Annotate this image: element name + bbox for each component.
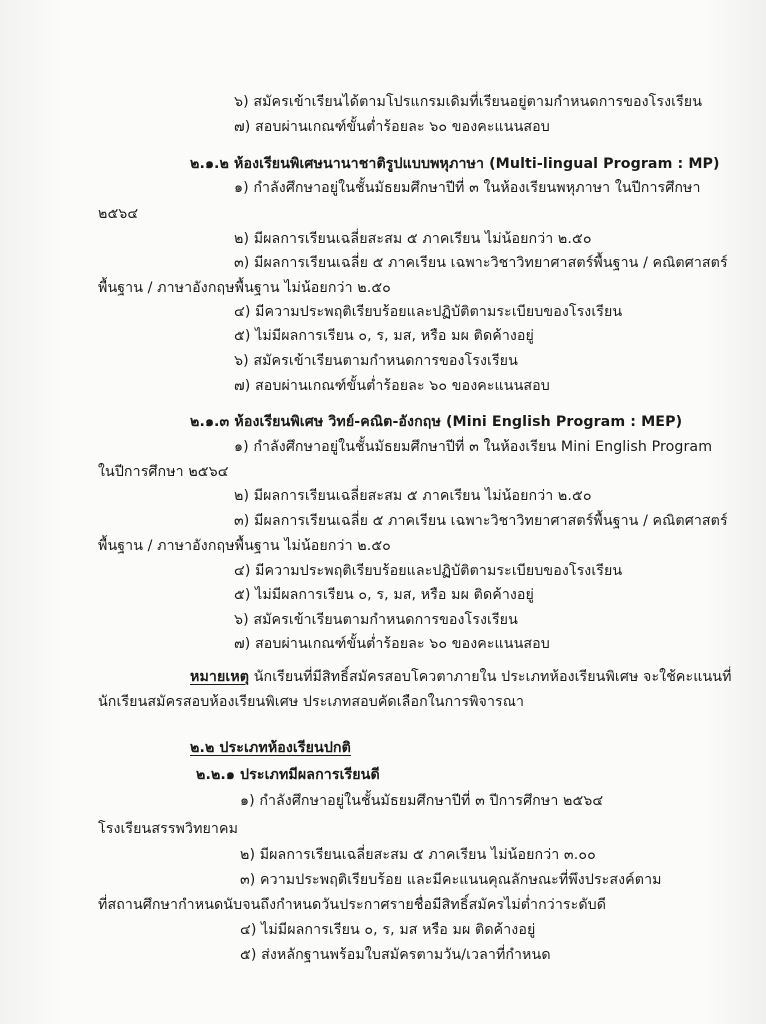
subsection-heading: ๒.๒.๑ ประเภทมีผลการเรียนดี: [196, 767, 380, 783]
list-item: ๗) สอบผ่านเกณฑ์ขั้นต่ำร้อยละ ๖๐ ของคะแนนสอบ: [234, 378, 550, 394]
note-continuation: นักเรียนสมัครสอบห้องเรียนพิเศษ ประเภทสอบคัดเลือกในการพิจารณา: [98, 694, 525, 710]
section-heading: ๒.๑.๓ ห้องเรียนพิเศษ วิทย์-คณิต-อังกฤษ (Mini English Program : MEP): [190, 414, 683, 430]
list-item: ๒) มีผลการเรียนเฉลี่ยสะสม ๕ ภาคเรียน ไม่น้อยกว่า ๒.๕๐: [234, 488, 592, 504]
list-item-continuation: โรงเรียนสรรพวิทยาคม: [98, 821, 239, 837]
list-item: ๖) สมัครเข้าเรียนตามกำหนดการของโรงเรียน: [234, 353, 518, 369]
list-item: ๔) มีความประพฤติเรียบร้อยและปฏิบัติตามระเบียบของโรงเรียน: [234, 563, 623, 579]
list-item: ๒) มีผลการเรียนเฉลี่ยสะสม ๕ ภาคเรียน ไม่น้อยกว่า ๒.๕๐: [234, 231, 592, 247]
list-item: ๑) กำลังศึกษาอยู่ในชั้นมัธยมศึกษาปีที่ ๓ ในห้องเรียน Mini English Program: [234, 439, 713, 455]
section-heading: ๒.๑.๒ ห้องเรียนพิเศษนานาชาติรูปแบบพหุภาษา (Multi-lingual Program : MP): [190, 156, 720, 172]
list-item-continuation: ที่สถานศึกษากำหนดนับจนถึงกำหนดวันประกาศรายชื่อมีสิทธิ์สมัครไม่ต่ำกว่าระดับดี: [98, 897, 607, 913]
list-item: ๓) มีผลการเรียนเฉลี่ย ๕ ภาคเรียน เฉพาะวิชาวิทยาศาสตร์พื้นฐาน / คณิตศาสตร์: [234, 513, 728, 529]
list-item: ๓) ความประพฤติเรียบร้อย และมีคะแนนคุณลักษณะที่พึงประสงค์ตาม: [240, 872, 662, 888]
list-item: ๕) ไม่มีผลการเรียน ๐, ร, มส, หรือ มผ ติดค้างอยู่: [234, 587, 534, 603]
list-item: ๕) ไม่มีผลการเรียน ๐, ร, มส, หรือ มผ ติดค้างอยู่: [234, 328, 534, 344]
note-text: นักเรียนที่มีสิทธิ์สมัครสอบโควตาภายใน ประเภทห้องเรียนพิเศษ จะใช้คะแนนที่: [249, 669, 732, 685]
list-item: ๕) ส่งหลักฐานพร้อมใบสมัครตามวัน/เวลาที่กำหนด: [240, 947, 551, 963]
list-item: ๓) มีผลการเรียนเฉลี่ย ๕ ภาคเรียน เฉพาะวิชาวิทยาศาสตร์พื้นฐาน / คณิตศาสตร์: [234, 255, 728, 271]
list-item: ๔) มีความประพฤติเรียบร้อยและปฏิบัติตามระเบียบของโรงเรียน: [234, 304, 623, 320]
note-label: หมายเหตุ: [190, 669, 250, 685]
list-item: ๗) สอบผ่านเกณฑ์ขั้นต่ำร้อยละ ๖๐ ของคะแนนสอบ: [234, 636, 550, 652]
list-item-continuation: พื้นฐาน / ภาษาอังกฤษพื้นฐาน ไม่น้อยกว่า ๒.๕๐: [98, 538, 391, 554]
list-item-continuation: พื้นฐาน / ภาษาอังกฤษพื้นฐาน ไม่น้อยกว่า ๒.๕๐: [98, 280, 391, 296]
list-item: ๑) กำลังศึกษาอยู่ในชั้นมัธยมศึกษาปีที่ ๓ ในห้องเรียนพหุภาษา ในปีการศึกษา: [234, 180, 701, 196]
list-item: ๒) มีผลการเรียนเฉลี่ยสะสม ๕ ภาคเรียน ไม่น้อยกว่า ๓.๐๐: [240, 847, 596, 863]
note-paragraph: [190, 667, 732, 687]
list-item: ๗) สอบผ่านเกณฑ์ขั้นต่ำร้อยละ ๖๐ ของคะแนนสอบ: [234, 119, 550, 135]
list-item-continuation: ในปีการศึกษา ๒๕๖๔: [98, 464, 229, 480]
list-item: ๖) สมัครเข้าเรียนตามกำหนดการของโรงเรียน: [234, 612, 518, 628]
section-heading: ๒.๒ ประเภทห้องเรียนปกติ: [190, 740, 351, 756]
list-item: ๖) สมัครเข้าเรียนได้ตามโปรแกรมเดิมที่เรียนอยู่ตามกำหนดการของโรงเรียน: [234, 94, 703, 110]
list-item-continuation: ๒๕๖๔: [98, 206, 139, 222]
list-item: ๔) ไม่มีผลการเรียน ๐, ร, มส หรือ มผ ติดค้างอยู่: [240, 922, 536, 938]
list-item: ๑) กำลังศึกษาอยู่ในชั้นมัธยมศึกษาปีที่ ๓ ปีการศึกษา ๒๕๖๔: [240, 793, 604, 809]
